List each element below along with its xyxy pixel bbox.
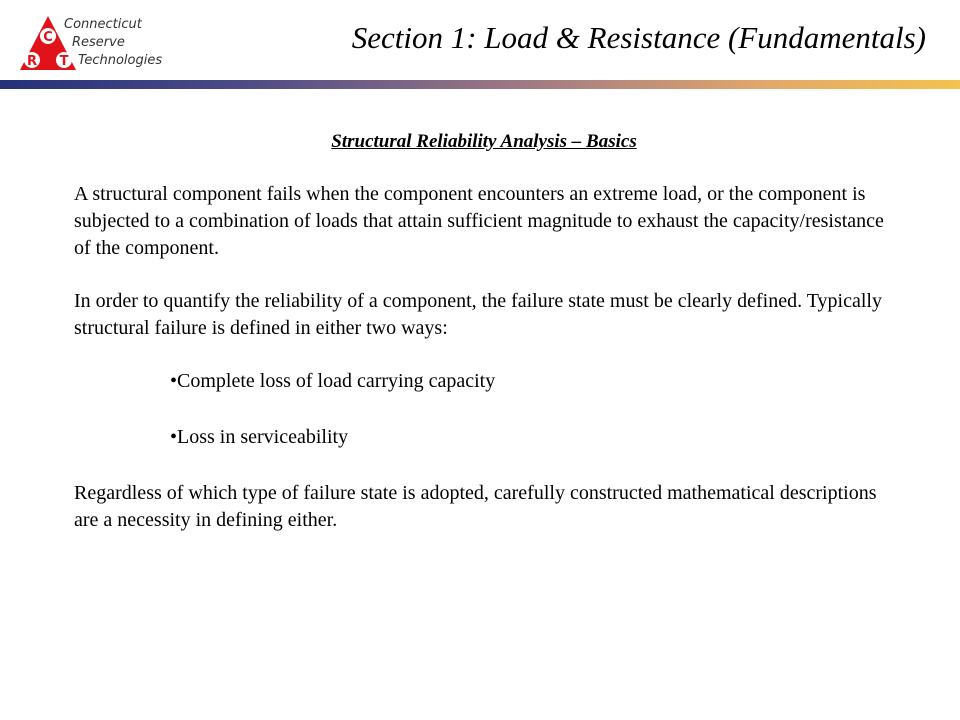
slide-body — [74, 128, 894, 560]
paragraph-conclusion: Regardless of which type of failure state is adopted, carefully constructed mathematical descriptions are a necessity in defining either. — [74, 482, 877, 531]
logo-letter-r: R — [26, 54, 38, 69]
logo-letter-c: C — [43, 30, 53, 45]
bullet-item-capacity-loss: •Complete loss of load carrying capacity — [170, 370, 496, 392]
logo-letter-t: T — [59, 54, 69, 69]
page-title: Section 1: Load & Resistance (Fundamentals) — [351, 20, 926, 55]
paragraph-failure-definition: A structural component fails when the component encounters an extreme load, or the component is subjected to a combination of loads that attain sufficient magnitude to exhaust the capacity/resistance of the component. — [74, 183, 884, 259]
logo-line-2: Reserve — [72, 35, 125, 50]
section-subtitle: Structural Reliability Analysis – Basics — [331, 131, 637, 152]
company-logo — [18, 14, 178, 78]
header-divider — [0, 80, 960, 89]
logo-line-1: Connecticut — [64, 17, 142, 32]
logo-wordmark — [64, 16, 162, 70]
logo-line-3: Technologies — [78, 53, 163, 68]
paragraph-failure-state: In order to quantify the reliability of a component, the failure state must be clearly defined. Typically structural failure is defined in either two ways: — [74, 290, 882, 339]
bullet-item-serviceability: •Loss in serviceability — [170, 426, 349, 448]
